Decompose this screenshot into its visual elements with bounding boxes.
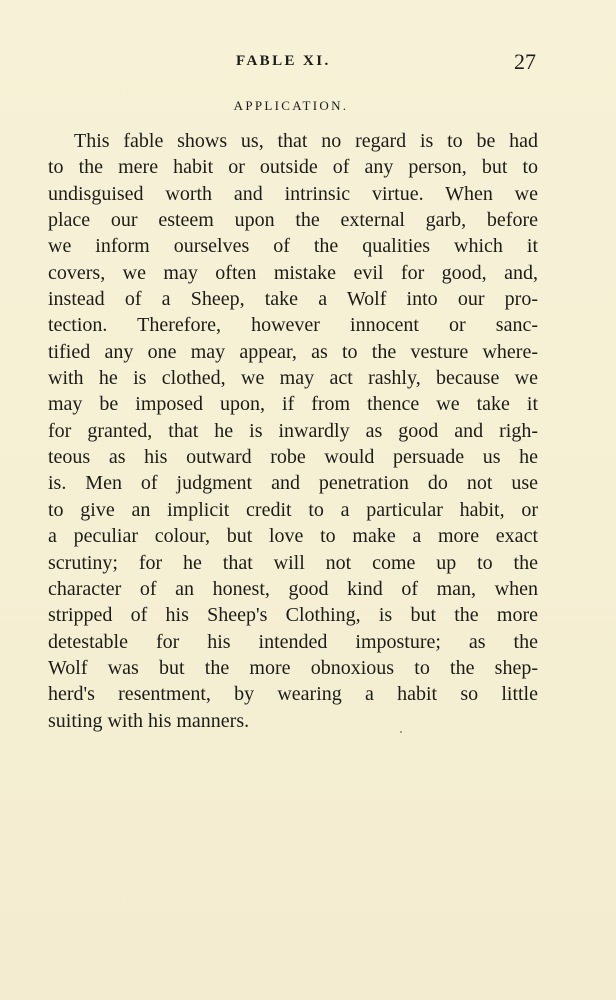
text-line: place our esteem upon the external garb, before bbox=[48, 209, 538, 232]
text-line: stripped of his Sheep's Clothing, is but the more bbox=[48, 604, 538, 627]
text-line: herd's resentment, by wearing a habit so little bbox=[48, 683, 538, 706]
text-line: for granted, that he is inwardly as good and righ- bbox=[48, 419, 538, 442]
running-head-title: FABLE XI. bbox=[236, 53, 331, 69]
text-line: instead of a Sheep, take a Wolf into our pro- bbox=[48, 288, 538, 311]
application-paragraph bbox=[48, 128, 538, 734]
text-line: is. Men of judgment and penetration do not use bbox=[48, 472, 538, 495]
text-line: suiting with his manners. bbox=[48, 709, 250, 732]
running-head bbox=[48, 49, 536, 75]
text-line: detestable for his intended imposture; as the bbox=[48, 630, 538, 653]
section-heading: APPLICATION. bbox=[233, 98, 349, 113]
text-line: may be imposed upon, if from thence we take it bbox=[48, 393, 538, 416]
text-line: covers, we may often mistake evil for good, and, bbox=[48, 261, 538, 284]
ink-speck bbox=[400, 731, 402, 733]
text-line: undisguised worth and intrinsic virtue. When we bbox=[48, 182, 538, 205]
text-line: This fable shows us, that no regard is to be had bbox=[74, 130, 538, 152]
text-line: to give an implicit credit to a particular habit, or bbox=[48, 498, 538, 521]
text-line: with he is clothed, we may act rashly, because we bbox=[48, 367, 538, 390]
text-line: a peculiar colour, but love to make a more exact bbox=[48, 525, 538, 548]
text-line: teous as his outward robe would persuade us he bbox=[48, 446, 538, 469]
text-line: Wolf was but the more obnoxious to the shep- bbox=[48, 656, 538, 679]
text-line: tection. Therefore, however innocent or sanc- bbox=[48, 314, 538, 337]
text-line: tified any one may appear, as to the vesture where- bbox=[48, 340, 538, 363]
text-line: we inform ourselves of the qualities which it bbox=[48, 235, 538, 258]
text-line: character of an honest, good kind of man, when bbox=[48, 577, 538, 600]
page-number: 27 bbox=[514, 49, 536, 74]
text-line: scrutiny; for he that will not come up to the bbox=[48, 551, 538, 574]
text-line: to the mere habit or outside of any person, but to bbox=[48, 156, 538, 179]
